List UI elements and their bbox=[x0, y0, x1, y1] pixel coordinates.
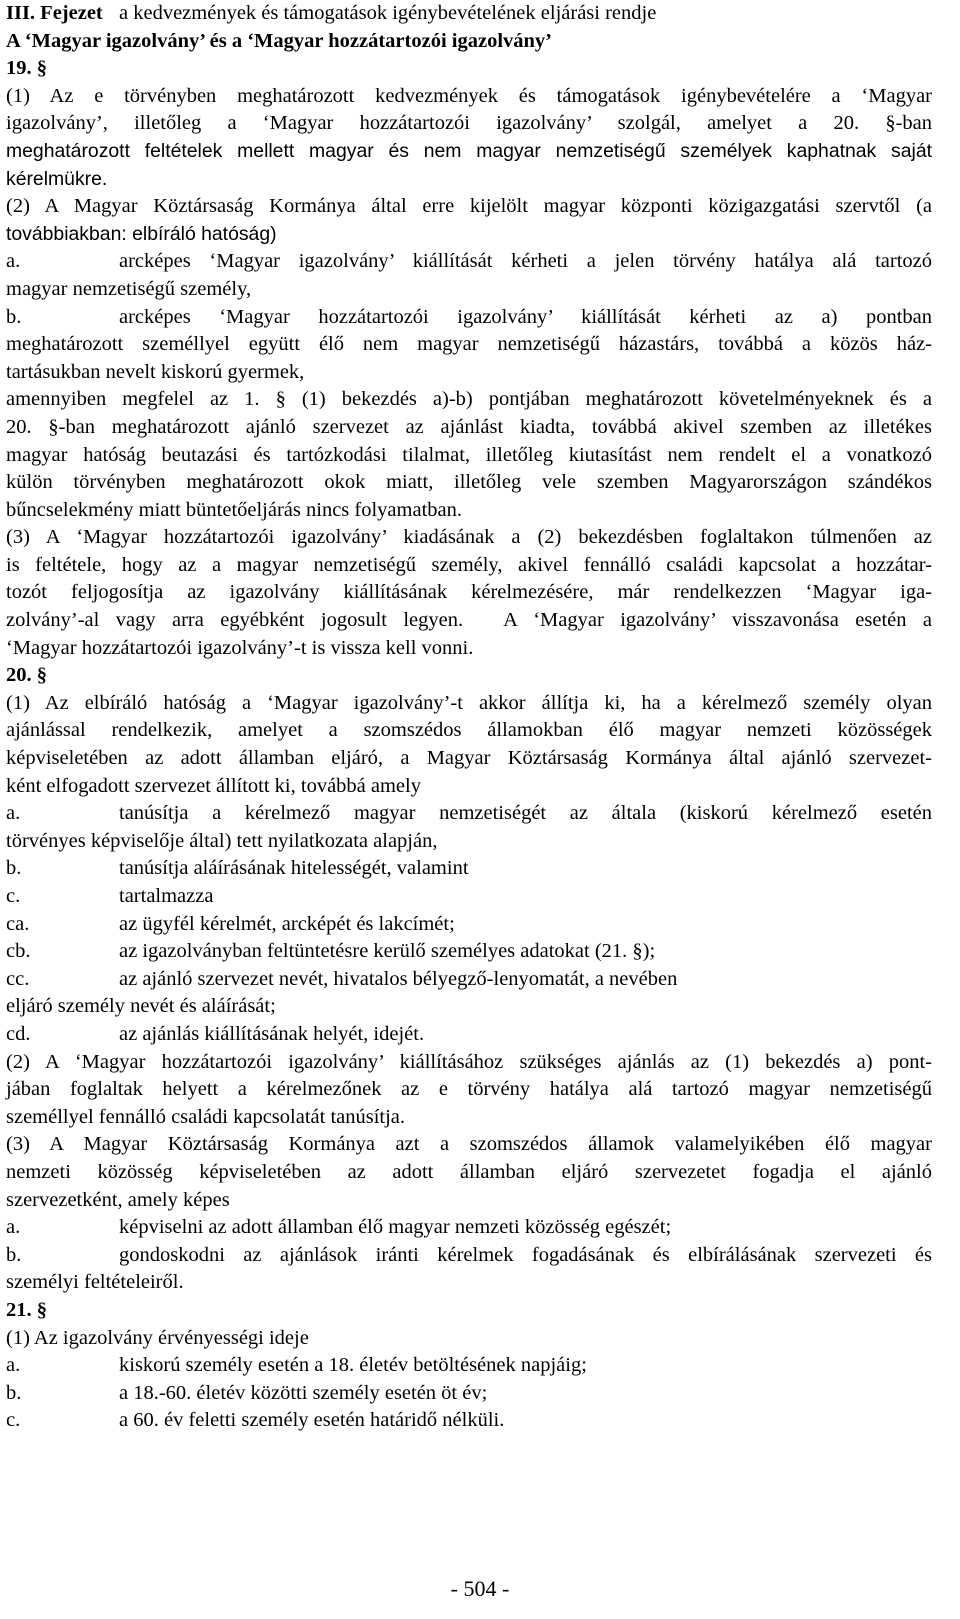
text-line bbox=[6, 883, 932, 911]
text-line bbox=[6, 1380, 932, 1408]
item-label: b. bbox=[6, 1381, 22, 1404]
line-text: az ajánló szervezet nevét, hivatalos bélyegző-lenyomatát, a nevében bbox=[119, 967, 678, 990]
text-line bbox=[6, 442, 932, 470]
item-label: b. bbox=[6, 857, 22, 880]
line-text: személyi feltételeiről. bbox=[6, 1271, 184, 1294]
chapter-subtitle: A ‘Magyar igazolvány’ és a ‘Magyar hozzátartozói igazolvány’ bbox=[6, 29, 552, 52]
line-text: eljáró személy nevét és aláírását; bbox=[6, 995, 276, 1018]
text-line bbox=[6, 579, 932, 607]
line-text: 19. § bbox=[6, 57, 47, 80]
line-text: az ajánlás kiállításának helyét, idejét. bbox=[119, 1022, 425, 1045]
line-text: ‘Magyar hozzátartozói igazolvány’-t is vissza kell vonni. bbox=[6, 636, 474, 659]
line-text: továbbiakban: elbíráló hatóság) bbox=[6, 222, 277, 245]
item-label: a. bbox=[6, 802, 21, 825]
line-text: (1) Az e törvényben meghatározott kedvezmények és támogatások igénybevételére a ‘Magyar bbox=[6, 84, 932, 107]
line-text: arcképes ‘Magyar hozzátartozói igazolvány’ kiállítását kérheti az a) pontban bbox=[119, 305, 932, 328]
text-line bbox=[6, 1187, 932, 1215]
text-line bbox=[6, 524, 932, 552]
text-line bbox=[6, 773, 932, 801]
line-text: arcképes ‘Magyar igazolvány’ kiállítását kérheti a jelen törvény hatálya alá tartozó bbox=[119, 250, 932, 273]
item-label: b. bbox=[6, 305, 22, 328]
line-text: igazolvány’, illetőleg a ‘Magyar hozzátartozói igazolvány’ szolgál, amelyet a 20. §-ban bbox=[6, 112, 932, 135]
line-text: 20. § bbox=[6, 664, 47, 687]
line-text: (3) A Magyar Köztársaság Kormánya azt a szomszédos államok valamelyikében élő magyar bbox=[6, 1133, 932, 1156]
line-text: amennyiben megfelel az 1. § (1) bekezdés a)-b) pontjában meghatározott követelményeknek és a bbox=[6, 388, 932, 411]
line-text: (1) Az igazolvány érvényességi ideje bbox=[6, 1326, 309, 1349]
line-text: a 18.-60. életév közötti személy esetén öt év; bbox=[119, 1381, 488, 1404]
item-label: a. bbox=[6, 1354, 21, 1377]
text-line bbox=[6, 828, 932, 856]
text-line bbox=[6, 1269, 932, 1297]
line-text: bűncselekmény miatt büntetőeljárás nincs folyamatban. bbox=[6, 498, 462, 521]
line-text: képviseletében az adott államban eljáró, a Magyar Köztársaság Kormánya által ajánló szervezet- bbox=[6, 747, 932, 770]
line-text: a 60. év feletti személy esetén határidő nélküli. bbox=[119, 1409, 505, 1432]
line-text: tanúsítja a kérelmező magyar nemzetiségét az általa (kiskorú kérelmező esetén bbox=[119, 802, 932, 825]
text-line bbox=[6, 497, 932, 525]
item-label: cd. bbox=[6, 1022, 31, 1045]
text-line bbox=[6, 248, 932, 276]
line-text: magyar nemzetiségű személy, bbox=[6, 277, 252, 300]
text-line bbox=[6, 690, 932, 718]
text-line bbox=[6, 993, 932, 1021]
page-number: - 504 - bbox=[450, 1576, 510, 1601]
text-line bbox=[6, 938, 932, 966]
text-line bbox=[6, 110, 932, 138]
text-line bbox=[6, 552, 932, 580]
line-text: tozót feljogosítja az igazolvány kiállításának kérelmezésére, már rendelkezzen ‘Magyar iga- bbox=[6, 581, 932, 604]
line-text: meghatározott személlyel együtt élő nem magyar nemzetiségű házastárs, továbbá a közös ház- bbox=[6, 333, 932, 356]
text-line bbox=[6, 745, 932, 773]
line-text: törvényes képviselője által) tett nyilatkozata alapján, bbox=[6, 829, 438, 852]
text-line bbox=[6, 1325, 932, 1353]
line-text: nemzeti közösség képviseletében az adott államban eljáró szervezetet fogadja el ajánló bbox=[6, 1160, 932, 1183]
text-line bbox=[6, 276, 932, 304]
text-line bbox=[6, 607, 932, 635]
item-label: cb. bbox=[6, 940, 31, 963]
chapter-label: III. Fejezet bbox=[6, 2, 103, 24]
item-label: a. bbox=[6, 1216, 21, 1239]
text-line bbox=[6, 1131, 932, 1159]
text-line bbox=[6, 800, 932, 828]
text-line bbox=[6, 469, 932, 497]
item-label: c. bbox=[6, 1409, 21, 1432]
line-text: kérelmükre. bbox=[6, 167, 108, 190]
line-text: A ‘Magyar igazolvány’ visszavonása esetén a bbox=[503, 609, 932, 632]
document-body bbox=[6, 0, 932, 1435]
line-text: meghatározott feltételek mellett magyar és nem magyar nemzetiségű személyek kaphatnak saját bbox=[6, 139, 932, 162]
text-line bbox=[6, 635, 932, 663]
text-line bbox=[6, 717, 932, 745]
line-text: tartásukban nevelt kiskorú gyermek, bbox=[6, 360, 305, 383]
chapter-title: a kedvezmények és támogatások igénybevételének eljárási rendje bbox=[119, 2, 657, 24]
line-text: (2) A ‘Magyar hozzátartozói igazolvány’ kiállításához szükséges ajánlás az (1) bekezdés a) pont- bbox=[6, 1050, 932, 1073]
text-line bbox=[6, 386, 932, 414]
text-line bbox=[6, 55, 932, 83]
paragraph-lines bbox=[6, 55, 932, 1435]
line-text: szervezetként, amely képes bbox=[6, 1188, 230, 1211]
text-line bbox=[6, 1407, 932, 1435]
line-text: (1) Az elbíráló hatóság a ‘Magyar igazolvány’-t akkor állítja ki, ha a kérelmező személy olyan bbox=[6, 691, 932, 714]
text-line bbox=[6, 1214, 932, 1242]
line-text: külön törvényben meghatározott okok miatt, illetőleg vele szemben Magyarországon szándékos bbox=[6, 471, 932, 494]
text-line bbox=[6, 166, 932, 194]
item-label: ca. bbox=[6, 912, 30, 935]
line-text: (2) A Magyar Köztársaság Kormánya által erre kijelölt magyar központi közigazgatási szervtől (a bbox=[6, 195, 932, 218]
text-line bbox=[6, 1352, 932, 1380]
text-line bbox=[6, 138, 932, 166]
text-line bbox=[6, 966, 932, 994]
line-text: magyar hatóság beutazási és tartózkodási tilalmat, illetőleg kiutasítást nem rendelt el a vonatkozó bbox=[6, 443, 932, 466]
line-text: kiskorú személy esetén a 18. életév betöltésének napjáig; bbox=[119, 1354, 587, 1377]
text-line bbox=[6, 1049, 932, 1077]
text-line bbox=[6, 1104, 932, 1132]
line-text: az igazolványban feltüntetésre kerülő személyes adatokat (21. §); bbox=[119, 940, 656, 963]
text-line bbox=[6, 221, 932, 249]
text-line bbox=[6, 1159, 932, 1187]
text-line bbox=[6, 1242, 932, 1270]
item-label: c. bbox=[6, 885, 21, 907]
text-line bbox=[6, 359, 932, 387]
text-line bbox=[6, 193, 932, 221]
text-line bbox=[6, 855, 932, 883]
text-line bbox=[6, 331, 932, 359]
line-text: zolvány’-al vagy arra egyébként jogosult legyen. bbox=[6, 609, 464, 632]
text-line bbox=[6, 83, 932, 111]
item-label: a. bbox=[6, 250, 21, 273]
text-line bbox=[6, 1076, 932, 1104]
line-text: gondoskodni az ajánlások iránti kérelmek fogadásának és elbírálásának szervezeti és bbox=[119, 1243, 932, 1266]
line-text: tanúsítja aláírásának hitelességét, valamint bbox=[119, 857, 469, 880]
line-text: képviselni az adott államban élő magyar nemzeti közösség egészét; bbox=[119, 1216, 672, 1239]
text-line bbox=[6, 1021, 932, 1049]
line-text: jában foglaltak helyett a kérelmezőnek az e törvény hatálya alá tartozó magyar nemzetiségű bbox=[6, 1078, 932, 1101]
line-text: ajánlással rendelkezik, amelyet a szomszédos államokban élő magyar nemzeti közösségek bbox=[6, 719, 932, 742]
line-text: is feltétele, hogy az a magyar nemzetiségű személy, akivel fennálló családi kapcsolat a hozzátar- bbox=[6, 553, 932, 576]
text-line bbox=[6, 304, 932, 332]
item-label: cc. bbox=[6, 967, 30, 990]
line-text: 21. § bbox=[6, 1298, 47, 1321]
item-label: b. bbox=[6, 1243, 22, 1266]
text-line bbox=[6, 414, 932, 442]
chapter-heading bbox=[6, 0, 932, 28]
text-line bbox=[6, 662, 932, 690]
line-text: tartalmazza bbox=[119, 885, 214, 907]
line-text: az ügyfél kérelmét, arcképét és lakcímét; bbox=[119, 912, 455, 935]
line-text: ként elfogadott szervezet állított ki, továbbá amely bbox=[6, 774, 421, 797]
line-text: (3) A ‘Magyar hozzátartozói igazolvány’ kiadásának a (2) bekezdésben foglaltakon túlmenően az bbox=[6, 526, 932, 549]
text-line bbox=[6, 911, 932, 939]
text-line bbox=[6, 1297, 932, 1325]
line-text: 20. §-ban meghatározott ajánló szervezet az ajánlást kiadta, továbbá akivel szemben az illetékes bbox=[6, 415, 932, 438]
line-text: személlyel fennálló családi kapcsolatát tanúsítja. bbox=[6, 1105, 406, 1128]
